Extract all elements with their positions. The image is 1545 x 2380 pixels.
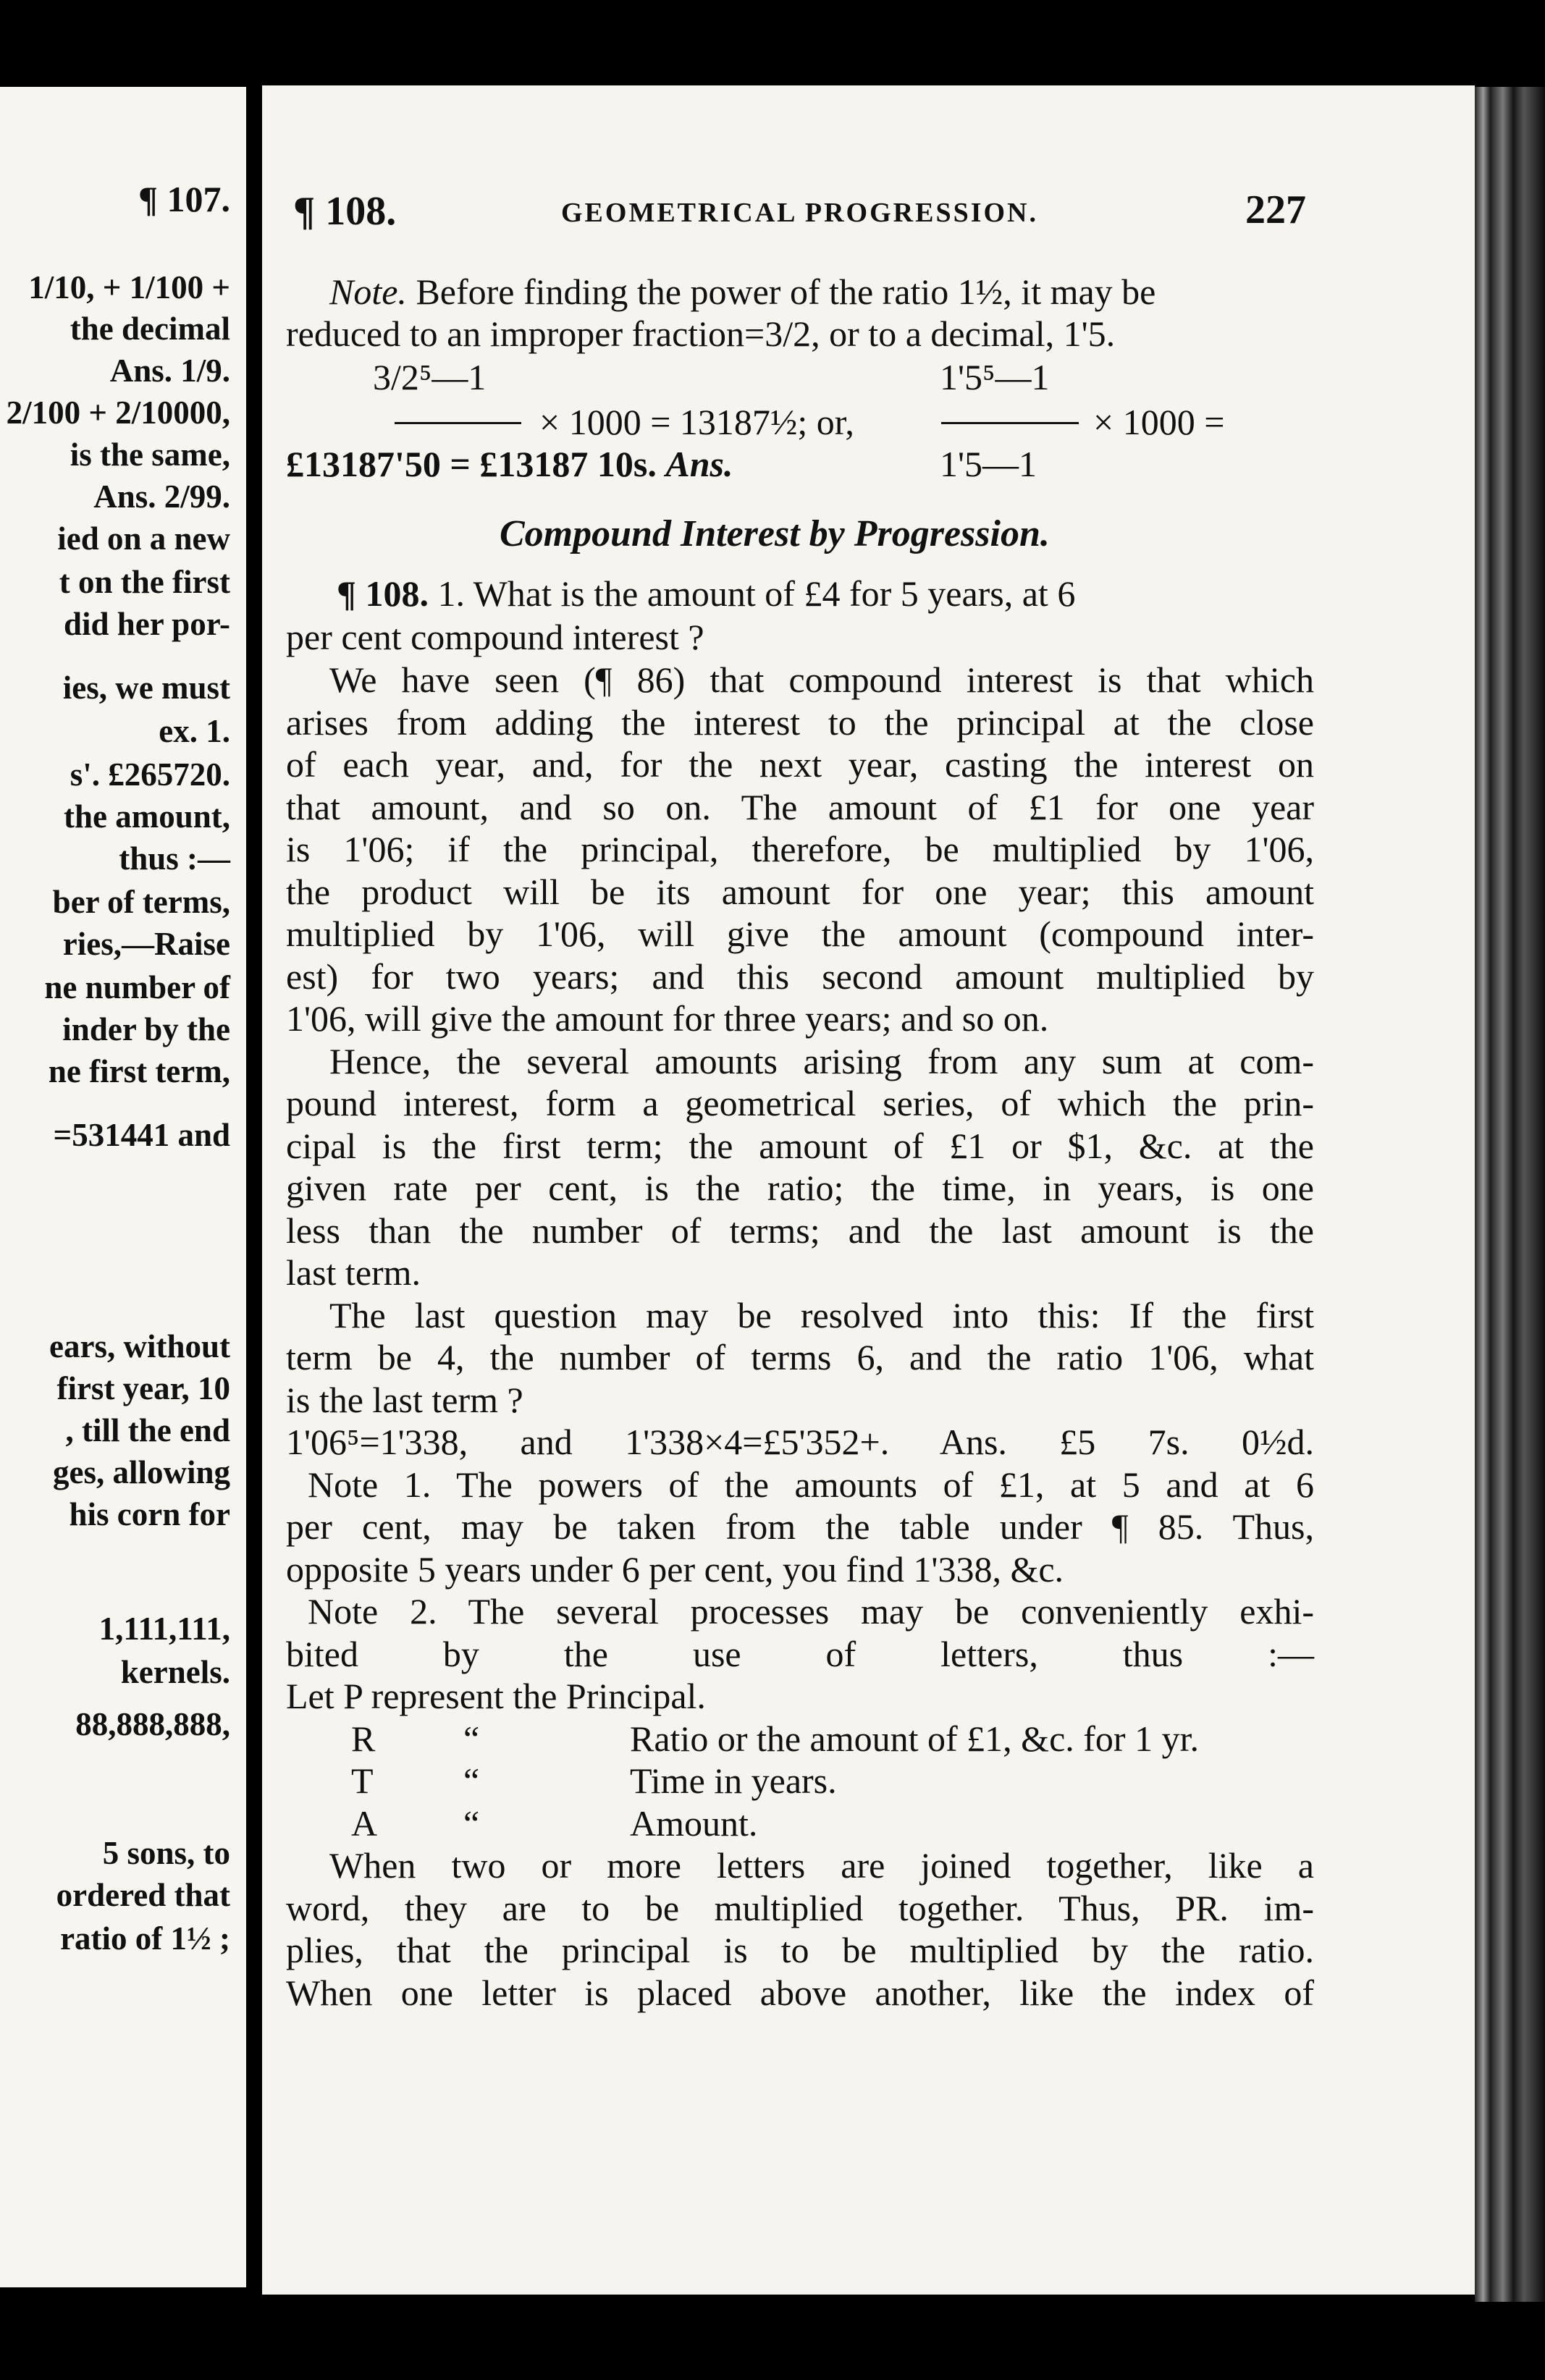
note-line-1-text: Before finding the power of the ratio 1½, it may be <box>406 271 1156 312</box>
left-page-line: 2/100 + 2/10000, <box>6 394 230 431</box>
paragraphs-p2-line: cipal is the first term; the amount of £1 or $1, &c. at the <box>286 1126 1314 1166</box>
note-line-1 <box>329 271 1156 312</box>
note-line-2: reduced to an improper fraction=3/2, or to a decimal, 1'5. <box>286 313 1116 354</box>
paragraphs-p1-line: We have seen (¶ 86) that compound interest is that which <box>329 659 1314 700</box>
question-line-1 <box>337 575 1075 612</box>
paragraphs-p4-line: word, they are to be multiplied together. Thus, PR. im- <box>286 1888 1314 1928</box>
answer-label: Ans. <box>665 444 733 484</box>
paragraphs-note1-line: per cent, may be taken from the table under ¶ 85. Thus, <box>286 1506 1314 1547</box>
paragraphs-p1-line: arises from adding the interest to the principal at the close <box>286 702 1314 743</box>
paragraphs-p2-line: less than the number of terms; and the last amount is the <box>286 1210 1314 1251</box>
left-page-line: the decimal <box>70 311 230 347</box>
left-page-line: ratio of 1½ ; <box>60 1920 230 1957</box>
paragraphs-p3-line: is the last term ? <box>286 1380 523 1420</box>
paragraphs-p3-line: term be 4, the number of terms 6, and the ratio 1'06, what <box>286 1337 1314 1377</box>
paragraphs-note1-line: Note 1. The powers of the amounts of £1, at 5 and at 6 <box>308 1464 1314 1505</box>
paragraphs-p4-line: When one letter is placed above another, like the index of <box>286 1972 1314 2013</box>
paragraphs-p2-line: last term. <box>286 1252 421 1293</box>
book-edge <box>1475 87 1545 2302</box>
fraction-bar-2 <box>941 422 1079 424</box>
paragraphs-p1-line: that amount, and so on. The amount of £1 for one year <box>286 787 1314 827</box>
running-title: GEOMETRICAL PROGRESSION. <box>561 198 1038 228</box>
paragraphs-note2-line: Note 2. The several processes may be conveniently exhi- <box>308 1591 1314 1632</box>
left-page-line: Ans. 2/99. <box>93 478 230 515</box>
left-page-header: ¶ 107. <box>138 179 230 219</box>
paragraphs-note1-line: opposite 5 years under 6 per cent, you find 1'338, &c. <box>286 1549 1064 1590</box>
paragraphs-p1-line: multiplied by 1'06, will give the amount (compound inter- <box>286 913 1314 954</box>
paragraphs-p1-line: est) for two years; and this second amount multiplied by <box>286 956 1314 997</box>
left-page-line: ne first term, <box>48 1053 230 1089</box>
variable-ditto: “ <box>463 1760 480 1801</box>
left-page-line: did her por- <box>63 606 230 642</box>
paragraphs-p1-line: is 1'06; if the principal, therefore, be multiplied by 1'06, <box>286 829 1314 869</box>
left-page-line: Ans. 1/9. <box>109 353 230 389</box>
variable-ditto: “ <box>463 1803 480 1844</box>
paragraphs-p1-line: of each year, and, for the next year, casting the interest on <box>286 744 1314 785</box>
left-page-line: is the same, <box>70 436 230 473</box>
left-page-line: kernels. <box>120 1654 230 1690</box>
fraction-2-numerator: 1'5⁵—1 <box>940 357 1050 397</box>
fraction-2-denominator: 1'5—1 <box>940 444 1037 484</box>
paragraphs-p1-line: 1'06, will give the amount for three years; and so on. <box>286 998 1049 1039</box>
question-text: 1. What is the amount of £4 for 5 years, at 6 <box>429 573 1076 614</box>
left-page-line: ries,—Raise <box>62 926 230 962</box>
left-page-line: ber of terms, <box>52 884 230 920</box>
question-line-2: per cent compound interest ? <box>286 617 704 657</box>
calculation-line: 1'06⁵=1'338, and 1'338×4=£5'352+. Ans. £5 7s. 0½d. <box>286 1422 1314 1462</box>
variable-meaning: Ratio or the amount of £1, &c. for 1 yr. <box>630 1718 1199 1759</box>
paragraphs-p1-line: the product will be its amount for one year; this amount <box>286 872 1314 912</box>
paragraphs-p2-line: Hence, the several amounts arising from any sum at com- <box>329 1041 1314 1081</box>
left-page-line: t on the first <box>59 564 230 600</box>
left-page-line: thus :— <box>119 840 230 877</box>
note-answer <box>286 446 733 482</box>
fraction-bar-1 <box>395 422 521 424</box>
left-page-line: s'. £265720. <box>70 756 230 793</box>
section-mark: ¶ 108. <box>293 189 397 234</box>
fraction-1-numerator: 3/2⁵—1 <box>373 357 487 397</box>
left-page-line: inder by the <box>62 1011 230 1047</box>
paragraphs-p2-line: given rate per cent, is the ratio; the time, in years, is one <box>286 1168 1314 1208</box>
left-page-line: 5 sons, to <box>102 1835 230 1871</box>
paragraphs-p4-line: plies, that the principal is to be multiplied by the ratio. <box>286 1930 1314 1970</box>
variable-letter: R <box>351 1718 376 1759</box>
left-page-line: first year, 10 <box>56 1370 230 1406</box>
note-label: Note. <box>329 271 407 312</box>
left-page-line: , till the end <box>65 1412 230 1448</box>
left-page-line: ies, we must <box>62 670 230 706</box>
left-page-fragment <box>0 87 246 2287</box>
left-page-line: ex. 1. <box>159 713 230 749</box>
left-page-line: ne number of <box>44 969 230 1005</box>
left-page-line: 88,888,888, <box>75 1706 230 1742</box>
section-heading: Compound Interest by Progression. <box>500 513 1050 554</box>
question-mark: ¶ 108. <box>337 573 429 614</box>
left-page-line: ears, without <box>49 1328 230 1364</box>
left-page-line: 1/10, + 1/100 + <box>28 269 230 305</box>
paragraphs-p2-line: pound interest, form a geometrical series, of which the prin- <box>286 1083 1314 1123</box>
variable-letter: T <box>351 1760 374 1801</box>
left-page-line: the amount, <box>63 798 230 835</box>
note-answer-value: £13187'50 = £13187 10s. <box>286 444 657 484</box>
variable-ditto: “ <box>463 1718 480 1759</box>
left-page-line: ied on a new <box>57 520 230 557</box>
left-page-line: his corn for <box>69 1496 230 1532</box>
formula-middle: × 1000 = 13187½; or, <box>539 402 854 442</box>
page-number: 227 <box>1245 187 1306 232</box>
paragraphs-note2-line: Let P represent the Principal. <box>286 1676 706 1716</box>
paragraphs-p4-line: When two or more letters are joined together, like a <box>329 1845 1314 1886</box>
left-page-line: ges, allowing <box>52 1454 230 1490</box>
variable-meaning: Time in years. <box>630 1760 837 1801</box>
left-page-line: =531441 and <box>53 1117 230 1153</box>
variable-letter: A <box>351 1803 378 1844</box>
paragraphs-note2-line: bited by the use of letters, thus :— <box>286 1634 1314 1674</box>
left-page-line: ordered that <box>56 1877 230 1913</box>
variable-meaning: Amount. <box>630 1803 758 1844</box>
left-page-line: 1,111,111, <box>98 1611 230 1647</box>
formula-end: × 1000 = <box>1093 402 1225 442</box>
paragraphs-p3-line: The last question may be resolved into this: If the first <box>329 1295 1314 1335</box>
